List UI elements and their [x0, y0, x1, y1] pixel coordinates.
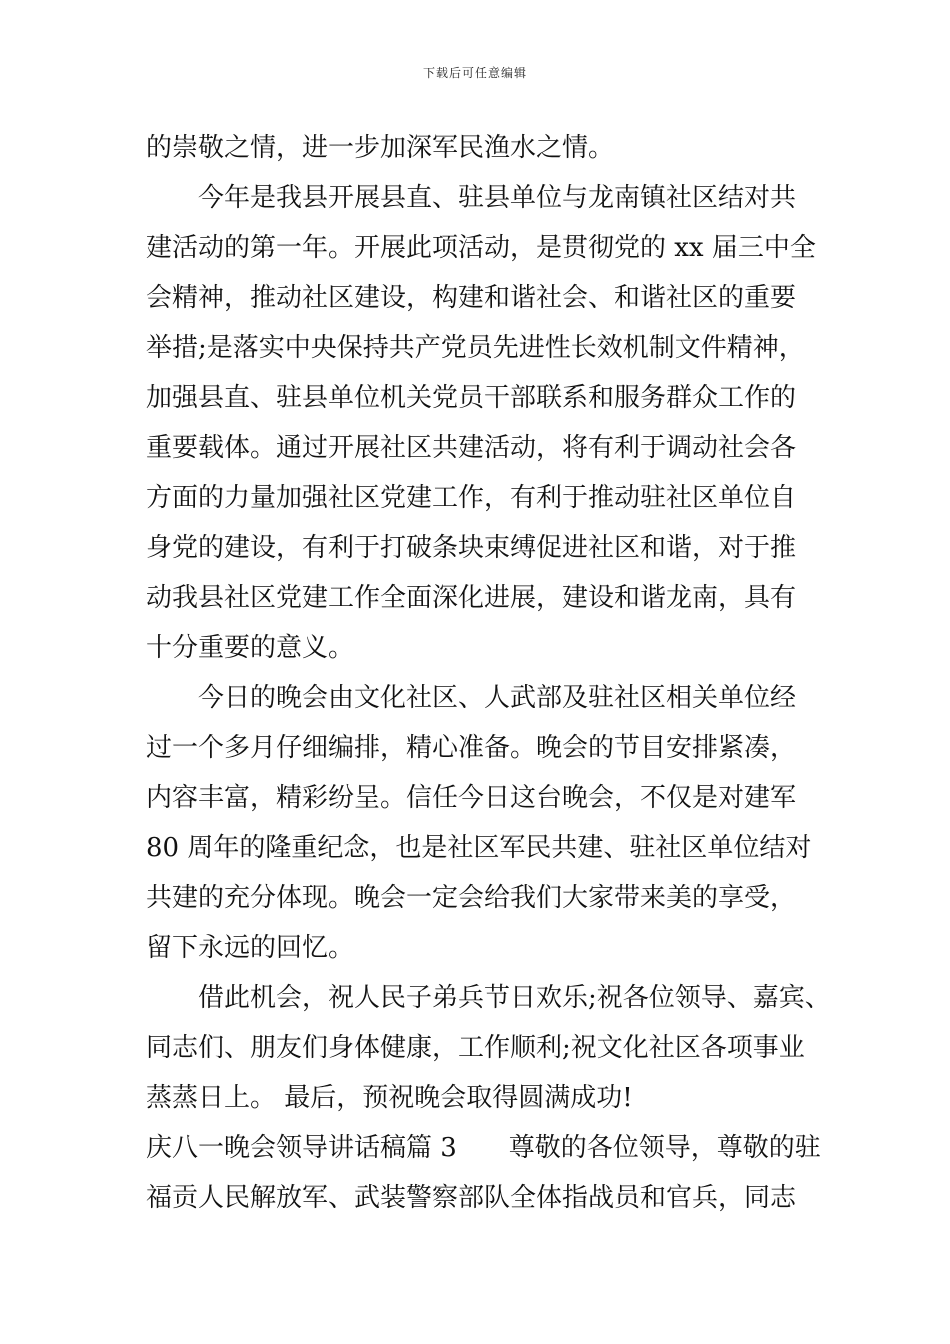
text-line: 共建的充分体现。晚会一定会给我们大家带来美的享受，: [146, 883, 797, 913]
text-line: 十分重要的意义。: [146, 633, 355, 663]
text-line: 80 周年的隆重纪念，也是社区军民共建、驻社区单位结对: [146, 833, 812, 863]
text-line: 身党的建设，有利于打破条块束缚促进社区和谐，对于推: [146, 533, 797, 563]
text-line: 举措;是落实中央保持共产党员先进性长效机制文件精神，: [146, 333, 805, 363]
text-line: 内容丰富，精彩纷呈。信任今日这台晚会，不仅是对建军: [146, 783, 797, 813]
text-line: 福贡人民解放军、武装警察部队全体指战员和官兵，同志: [146, 1183, 797, 1213]
text-line: 同志们、朋友们身体健康，工作顺利;祝文化社区各项事业: [146, 1033, 805, 1063]
page-header-note: 下载后可任意编辑: [422, 66, 527, 80]
text-line: 留下永远的回忆。: [146, 933, 355, 963]
text-line: 会精神，推动社区建设，构建和谐社会、和谐社区的重要: [146, 283, 797, 313]
text-line: 方面的力量加强社区党建工作，有利于推动驻社区单位自: [146, 483, 797, 513]
text-line: 今年是我县开展县直、驻县单位与龙南镇社区结对共: [198, 183, 797, 213]
text-line: 庆八一晚会领导讲话稿篇 3 尊敬的各位领导，尊敬的驻: [146, 1133, 821, 1163]
text-line: 建活动的第一年。开展此项活动，是贯彻党的 xx 届三中全: [146, 233, 816, 263]
text-line: 蒸蒸日上。 最后，预祝晚会取得圆满成功!: [146, 1083, 633, 1113]
text-line: 加强县直、驻县单位机关党员干部联系和服务群众工作的: [146, 383, 797, 413]
text-line: 动我县社区党建工作全面深化进展，建设和谐龙南，具有: [146, 583, 797, 613]
text-line: 的崇敬之情，进一步加深军民渔水之情。: [146, 133, 615, 163]
text-line: 借此机会，祝人民子弟兵节日欢乐;祝各位领导、嘉宾、: [198, 983, 831, 1013]
text-line: 过一个多月仔细编排，精心准备。晚会的节目安排紧凑，: [146, 733, 797, 763]
text-line: 今日的晚会由文化社区、人武部及驻社区相关单位经: [198, 683, 797, 713]
text-line: 重要载体。通过开展社区共建活动，将有利于调动社会各: [146, 433, 797, 463]
